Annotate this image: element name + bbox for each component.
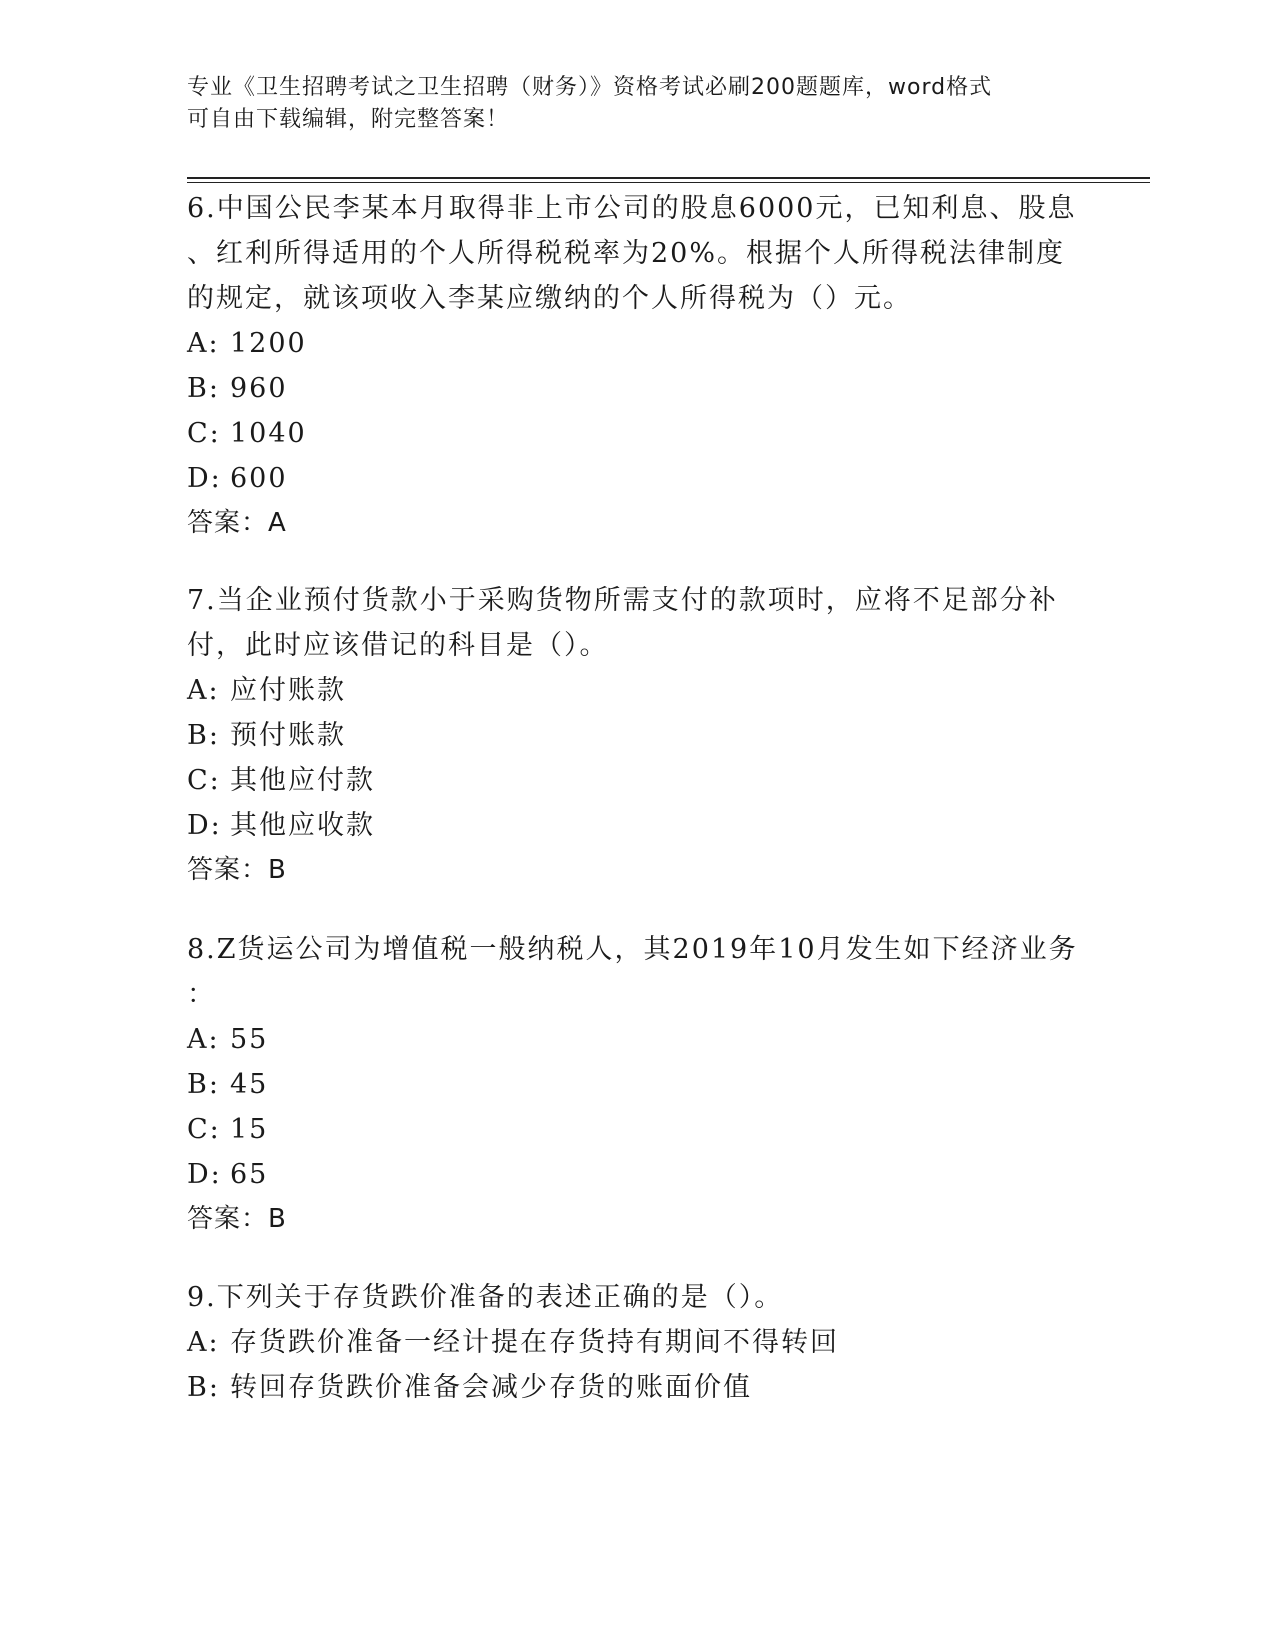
option-d [187,1152,1087,1197]
question-stem-line: 9.下列关于存货跌价准备的表述正确的是（）。 [187,1282,784,1313]
question-stem-line: 6.中国公民李某本月取得非上市公司的股息6000元，已知利息、股息 [187,193,1077,224]
option-c [187,758,1087,803]
question-stem-line: 付，此时应该借记的科目是（）。 [187,630,609,661]
answer-label: 答案：B [187,855,287,885]
option-a [187,1017,1087,1062]
option-key: B: [187,373,220,404]
question-6 [187,186,1087,546]
option-key: A: [187,1327,220,1358]
option-c [187,411,1087,456]
question-7 [187,578,1087,893]
option-key: A: [187,1024,220,1055]
header-divider-thick [187,177,1150,179]
header-line-1: 专业《卫生招聘考试之卫生招聘（财务）》资格考试必刷200题题库，word格式 [187,75,993,100]
option-b [187,366,1087,411]
option-text: 存货跌价准备一经计提在存货持有期间不得转回 [230,1327,839,1358]
option-text: 应付账款 [230,675,346,706]
document-header [187,72,1087,136]
option-c [187,1107,1087,1152]
question-stem-line: ： [187,979,216,1010]
option-a [187,321,1087,366]
question-stem-line: 8.Z货运公司为增值税一般纳税人，其2019年10月发生如下经济业务 [187,934,1078,965]
option-text: 65 [230,1159,269,1190]
answer-label: 答案：A [187,508,287,538]
option-key: C: [187,418,221,449]
option-text: 转回存货跌价准备会减少存货的账面价值 [230,1372,752,1403]
option-key: A: [187,675,220,706]
question-stem-line: 7.当企业预付货款小于采购货物所需支付的款项时，应将不足部分补 [187,585,1058,616]
option-b [187,1062,1087,1107]
option-d [187,803,1087,848]
option-key: C: [187,1114,221,1145]
option-text: 960 [230,373,288,404]
question-stem-line: 的规定，就该项收入李某应缴纳的个人所得税为（）元。 [187,283,912,314]
option-key: B: [187,1372,220,1403]
option-key: A: [187,328,220,359]
option-key: D: [187,463,222,494]
option-d [187,456,1087,501]
option-b [187,1365,1087,1410]
option-text: 15 [230,1114,269,1145]
header-divider-thin [187,182,1150,183]
option-text: 其他应收款 [230,810,375,841]
option-text: 55 [230,1024,269,1055]
answer-label: 答案：B [187,1204,287,1234]
question-8 [187,927,1087,1242]
option-text: 其他应付款 [230,765,375,796]
option-b [187,713,1087,758]
option-key: C: [187,765,221,796]
option-key: B: [187,1069,220,1100]
option-text: 1040 [230,418,307,449]
question-9 [187,1275,1087,1410]
option-a [187,668,1087,713]
option-key: D: [187,810,222,841]
option-a [187,1320,1087,1365]
question-stem-line: 、红利所得适用的个人所得税税率为20%。根据个人所得税法律制度 [187,238,1066,269]
option-text: 45 [230,1069,269,1100]
option-key: B: [187,720,220,751]
header-line-2: 可自由下载编辑，附完整答案！ [187,107,510,132]
option-key: D: [187,1159,222,1190]
option-text: 预付账款 [230,720,346,751]
option-text: 1200 [230,328,307,359]
option-text: 600 [230,463,288,494]
